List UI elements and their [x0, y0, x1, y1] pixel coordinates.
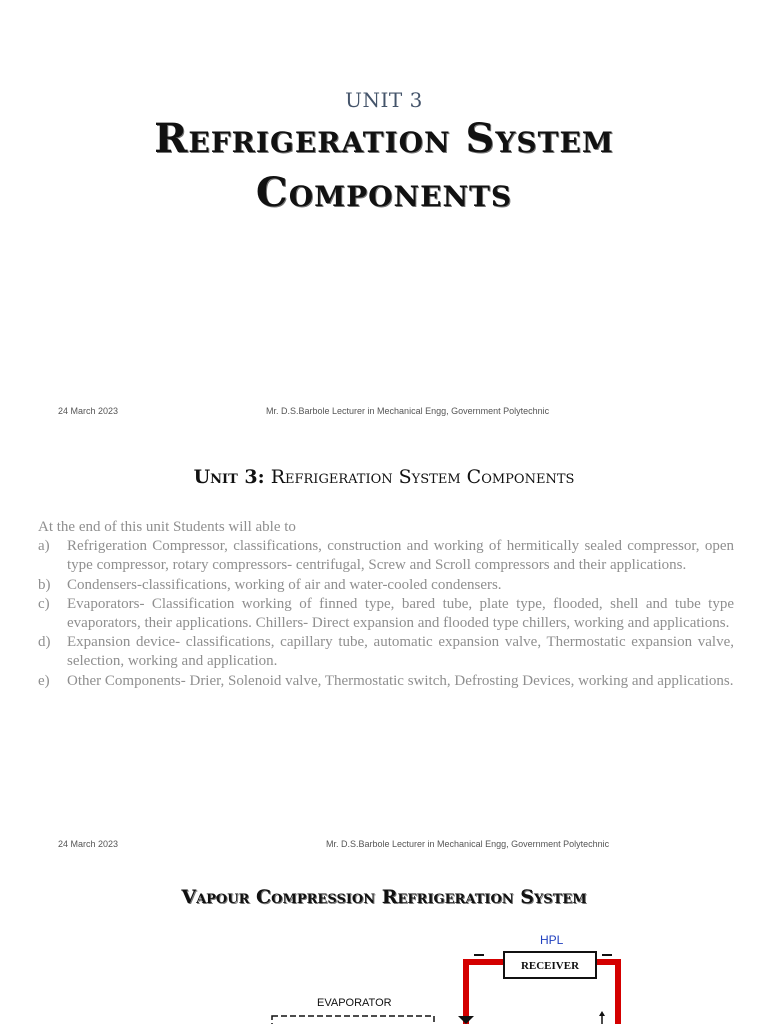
list-item — [38, 633, 734, 671]
heading-prefix: Unit 3: — [193, 466, 265, 488]
slide-title — [0, 112, 768, 220]
list-item-text: Refrigeration Compressor, classifications, construction and working of hermitically sealed compressor, open type compressor, rotary compressors- centrifugal, Screw and Scroll compressors and their applications. — [67, 538, 734, 574]
title-slide — [0, 0, 768, 432]
list-item — [38, 672, 734, 691]
objectives-list — [38, 537, 734, 691]
footer-author: Mr. D.S.Barbole Lecturer in Mechanical Engg, Government Polytechnic — [326, 839, 610, 849]
list-item — [38, 595, 734, 633]
list-item-text: Condensers-classifications, working of air and water-cooled condensers. — [67, 576, 502, 593]
heading-title: Refrigeration System Components — [270, 466, 575, 488]
intro-text: At the end of this unit Students will able to — [38, 519, 296, 535]
list-marker: e) — [38, 672, 50, 689]
title-line-1: Refrigeration System — [154, 115, 614, 162]
vcrs-diagram — [152, 922, 642, 1024]
list-marker: a) — [38, 538, 50, 555]
slide-heading — [0, 466, 768, 488]
footer-date: 24 March 2023 — [58, 406, 119, 416]
list-item — [38, 537, 734, 575]
vcrs-slide — [0, 864, 768, 1024]
list-marker: d) — [38, 634, 51, 651]
objectives-slide — [0, 432, 768, 864]
list-item — [38, 576, 734, 595]
objectives-content — [38, 518, 734, 691]
footer-date: 24 March 2023 — [58, 839, 119, 849]
vcrs-diagram-svg — [152, 922, 642, 1024]
receiver-label: RECEIVER — [520, 960, 580, 972]
up-arrow-head-icon — [599, 1011, 605, 1016]
evaporator-label: EVAPORATOR — [317, 997, 392, 1009]
slide-heading: Vapour Compression Refrigeration System — [181, 886, 587, 908]
title-line-2: Components — [255, 169, 513, 216]
footer-author: Mr. D.S.Barbole Lecturer in Mechanical Engg, Government Polytechnic — [266, 406, 550, 416]
down-arrow-icon — [458, 1016, 474, 1024]
hpl-label: HPL — [540, 933, 564, 947]
evaporator-box — [272, 1016, 434, 1024]
unit-label: UNIT 3 — [345, 88, 423, 112]
list-item-text: Expansion device- classifications, capillary tube, automatic expansion valve, Thermostatic expansion valve, selection, working and application. — [67, 634, 734, 670]
list-marker: b) — [38, 576, 51, 593]
list-marker: c) — [38, 595, 50, 612]
list-item-text: Evaporators- Classification working of finned type, bared tube, plate type, flooded, shell and tube type evaporators, their applications. Chillers- Direct expansion and flooded type chillers, working and applications. — [67, 595, 734, 632]
list-item-text: Other Components- Drier, Solenoid valve, Thermostatic switch, Defrosting Devices, working and applications. — [67, 672, 734, 689]
